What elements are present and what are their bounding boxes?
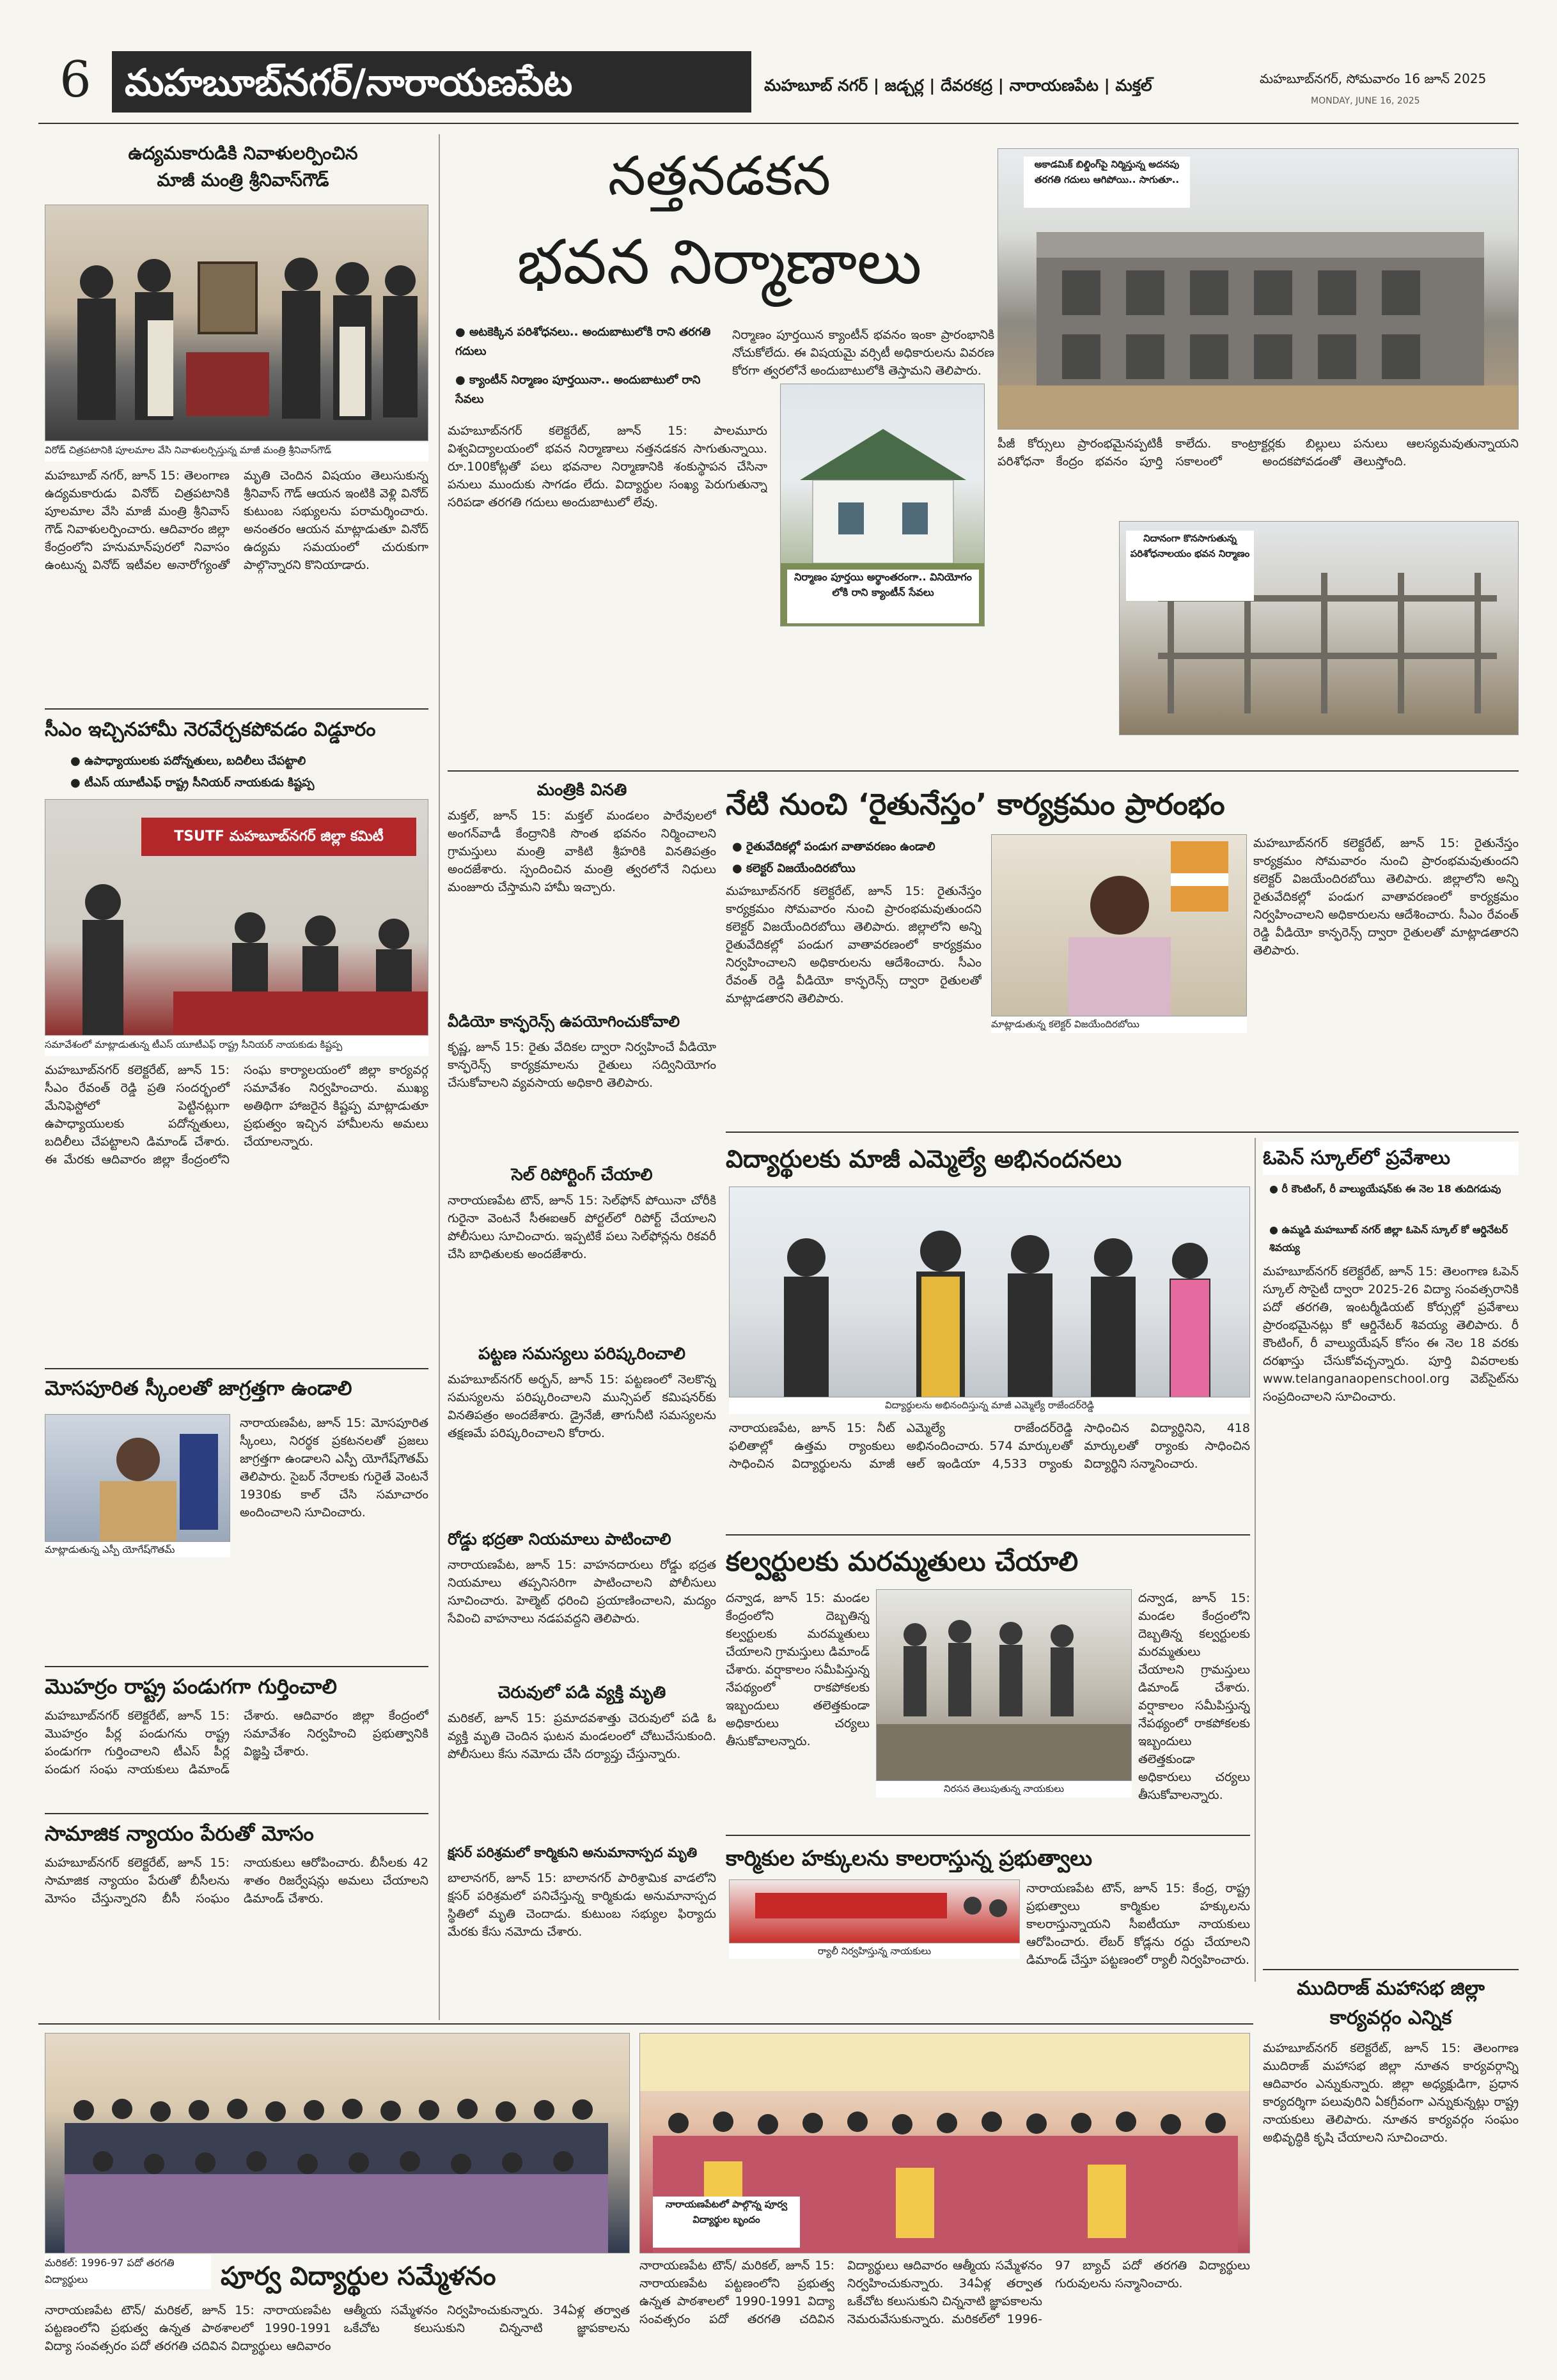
culverts-photo <box>876 1589 1132 1781</box>
students-body: నారాయణపేట, జూన్ 15: నీట్ ఫలితాల్లో ఉత్తమ ర్యాంకులు సాధించిన విద్యార్థులను మాజీ ఎమ్మెల్యే రాజేందర్‌రెడ్డి అభినందించారు. 574 మార్కులతో ఆల్ ఇండియా 4,533 ర్యాంకు సాధించిన విద్యార్థినిని, 418 మార్కులతో ర్యాంకు సాధించిన విద్యార్థిని సన్మానించారు. <box>729 1421 1250 1471</box>
buildings-body-2: నిర్మాణం పూర్తయిన క్యాంటీన్ భవనం ఇంకా ప్రారంభానికి నోచుకోలేదు. ఈ విషయమై వర్సిటీ అధికారులను వివరణ కోరగా త్వరలోనే అందుబాటులోకి తెస్తామని తెలిపారు. <box>732 328 994 378</box>
mudiraj-body: మహబూబ్‌నగర్ కలెక్టరేట్, జూన్ 15: తెలంగాణ ముదిరాజ్ మహాసభ జిల్లా నూతన కార్యవర్గాన్ని ఆదివారం ఎన్నుకున్నారు. జిల్లా అధ్యక్షుడిగా, ప్రధాన కార్యదర్శిగా పలువురిని ఏకగ్రీవంగా ఎన్నుకున్నట్లు రాష్ట్ర నాయకులు తెలిపారు. నూతన కార్యవర్గం సంఘం అభివృద్ధికి కృషి చేయాలని సూచించారు. <box>1263 2041 1519 2145</box>
canteen-caption: నిర్మాణం పూర్తయి అర్థాంతరంగా.. వినియోగం లోకి రాని క్యాంటీన్ సేవలు <box>787 570 979 623</box>
tribute-headline-2: మాజీ మంత్రి శ్రీనివాస్‌గౌడ్ <box>157 169 329 191</box>
open-school-headline: ఓపెన్ స్కూల్‌లో ప్రవేశాలు <box>1263 1142 1519 1175</box>
labour-body: నారాయణపేట టౌన్, జూన్ 15: కేంద్ర, రాష్ట్ర ప్రభుత్వాలు కార్మికుల హక్కులను కాలరాస్తున్నాయని సీఐటీయూ నాయకులు ఆరోపించారు. లేబర్ కోడ్లను రద్దు చేయాలని డిమాండ్ చేస్తూ పట్టణంలో ర్యాలీ నిర్వహించారు. <box>1026 1881 1250 1967</box>
collector-figure <box>992 835 1247 1016</box>
labour-photo <box>729 1879 1020 1943</box>
alumni-headline: పూర్వ విద్యార్థుల సమ్మేళనం <box>221 2262 496 2291</box>
alumni-body: నారాయణపేట టౌన్/ మరికల్, జూన్ 15: నారాయణపేట పట్టణంలోని ప్రభుత్వ ఉన్నత పాఠశాలలో 1990-1991 విద్యా సంవత్సరం పదో తరగతి చదివిన విద్యార్థులు ఆదివారం ఆత్మీయ సమ్మేళనం నిర్వహించుకున్నారు. 34ఏళ్ల తర్వాత ఒకేచోట కలుసుకుని చిన్ననాటి జ్ఞాపకాలను నెమరువేసుకున్నారు. మరికల్‌లో 1996-97 బ్యాచ్ పదో తరగతి విద్యార్థులు గురువులను సన్మానించారు. <box>639 2259 1250 2326</box>
date-english: MONDAY, JUNE 16, 2025 <box>1311 96 1420 106</box>
pond-headline: చెరువులో పడి వ్యక్తి మృతి <box>497 1683 666 1702</box>
pattana-body: మహబూబ్‌నగర్ అర్బన్, జూన్ 15: పట్టణంలో నెలకొన్న సమస్యలను పరిష్కరించాలని మున్సిపల్ కమిషనర్‌కు వినతిపత్రం అందజేశారు. డ్రైనేజీ, తాగునీటి సమస్యలను తక్షణమే పరిష్కరించాలని కోరారు. <box>448 1373 716 1440</box>
divider <box>726 1132 1519 1133</box>
kusar-headline: క్షసర్ పరిశ్రమలో కార్మికుని అనుమానాస్పద మృతి <box>448 1845 698 1860</box>
students-caption: విద్యార్థులను అభినందిస్తున్న మాజీ ఎమ్మెల్యే రాజేందర్‌రెడ్డి <box>729 1397 1250 1414</box>
culverts-caption: నిరసన తెలుపుతున్న నాయకులు <box>876 1781 1132 1798</box>
people-figures <box>45 205 428 441</box>
students-photo <box>729 1186 1250 1397</box>
academic-building-photo <box>998 148 1519 430</box>
culverts-body: దన్వాడ, జూన్ 15: మండల కేంద్రంలోని దెబ్బతిన్న కల్వర్టులకు మరమ్మతులు చేయాలని గ్రామస్తులు డిమాండ్ చేశారు. వర్షాకాలం సమీపిస్తున్న నేపథ్యంలో రాకపోకలకు ఇబ్బందులు తలెత్తకుండా అధికారులు చర్యలు తీసుకోవాలన్నారు. <box>726 1591 870 1748</box>
protest-figures <box>877 1590 1132 1781</box>
students-figures <box>730 1187 1250 1397</box>
alumni-photo-right <box>639 2033 1250 2253</box>
tsutf-banner: TSUTF మహబూబ్‌నగర్ జిల్లా కమిటీ <box>141 818 416 856</box>
collector-caption: మాట్లాడుతున్న కలెక్టర్ విజయేందిరబోయి <box>991 1016 1247 1033</box>
page-title: మహబూబ్‌నగర్/నారాయణపేట <box>125 61 573 104</box>
buildings-headline-2: భవన నిర్మాణాలు <box>517 226 922 298</box>
tsutf-headline: సీఎం ఇచ్చినహామీ నెరవేర్చకపోవడం విడ్డూరం <box>45 719 376 741</box>
divider <box>1263 1969 1519 1970</box>
rythu-body-cont: మహబూబ్‌నగర్ కలెక్టరేట్, జూన్ 15: రైతునేస్తం కార్యక్రమం సోమవారం నుంచి ప్రారంభమవుతుందని కలెక్టర్ విజయేందిరబోయి తెలిపారు. జిల్లాలోని అన్ని రైతువేదికల్లో పండుగ వాతావరణంలో కార్యక్రమం నిర్వహించాలని అధికారులను ఆదేశించారు. సీఎం రేవంత్ రెడ్డి వీడియో కాన్ఫరెన్స్ ద్వారా రైతులతో మాట్లాడతారని తెలిపారు. <box>1253 836 1519 958</box>
video-body: కృష్ణ, జూన్ 15: రైతు వేదికల ద్వారా నిర్వహించే వీడియో కాన్ఫరెన్స్ కార్యక్రమాలను రైతులు సద్వినియోగం చేసుకోవాలని వ్యవసాయ అధికారి తెలిపారు. <box>448 1040 716 1090</box>
open-school-body: మహబూబ్‌నగర్ కలెక్టరేట్, జూన్ 15: తెలంగాణ ఓపెన్ స్కూల్ సొసైటీ ద్వారా 2025-26 విద్యా సంవత్సరానికి పదో తరగతి, ఇంటర్మీడియట్ కోర్సుల్లో ప్రవేశాలు ప్రారంభమైనట్లు కో ఆర్డినేటర్ శివయ్య తెలిపారు. రీ కౌంటింగ్, రీ వాల్యుయేషన్ కోసం ఈ నెల 18 వరకు దరఖాస్తు చేసుకోవచ్చన్నారు. పూర్తి వివరాలకు www.telanganaopenschool.org వెబ్‌సైట్‌ను సంప్రదించాలని సూచించారు. <box>1263 1264 1519 1404</box>
culverts-headline: కల్వర్టులకు మరమ్మతులు చేయాలి <box>726 1546 1079 1577</box>
moharram-body: మహబూబ్‌నగర్ కలెక్టరేట్, జూన్ 15: మొహర్రం పీర్ల పండుగను రాష్ట్ర పండుగగా గుర్తించాలని టీఎస్ పీర్ల పండుగ సంఘ నాయకులు డిమాండ్ చేశారు. ఆదివారం జిల్లా కేంద్రంలో సమావేశం నిర్వహించి ప్రభుత్వానికి విజ్ఞప్తి చేశారు. <box>45 1709 428 1777</box>
officer-figure <box>45 1415 230 1542</box>
tsutf-caption: సమావేశంలో మాట్లాడుతున్న టీఎస్ యూటీఎఫ్ రాష్ట్ర సీనియర్ నాయకుడు కిష్టప్ప <box>45 1037 428 1056</box>
mantrika-body: మక్తల్, జూన్ 15: మక్తల్ మండలం పారేవులలో అంగన్‌వాడీ కేంద్రానికి సొంత భవనం నిర్మించాలని గ్రామస్తులు మంత్రి వాకిటి శ్రీహరికి వినతిపత్రం అందజేశారు. స్పందించిన మంత్రి త్వరలోనే నిధులు మంజూరు చేస్తామని హామీ ఇచ్చారు. <box>448 809 716 894</box>
kusar-body: బాలానగర్, జూన్ 15: బాలానగర్ పారిశ్రామిక వాడలోని క్షసర్ పరిశ్రమలో పనిచేస్తున్న కార్మికుడు అనుమానాస్పద స్థితిలో మృతి చెందాడు. కుటుంబ సభ్యుల ఫిర్యాదు మేరకు కేసు నమోదు చేశారు. <box>448 1871 716 1939</box>
rythu-body: మహబూబ్‌నగర్ కలెక్టరేట్, జూన్ 15: రైతునేస్తం కార్యక్రమం సోమవారం నుంచి ప్రారంభమవుతుందని కలెక్టర్ విజయేందిరబోయి తెలిపారు. జిల్లాలోని అన్ని రైతువేదికల్లో పండుగ వాతావరణంలో కార్యక్రమం నిర్వహించాలని అధికారులను ఆదేశించారు. సీఎం రేవంత్ రెడ్డి వీడియో కాన్ఫరెన్స్ ద్వారా రైతులతో మాట్లాడతారని తెలిపారు. <box>726 884 982 1006</box>
mantrika-headline: మంత్రికి వినతి <box>536 781 627 800</box>
divider <box>45 1813 428 1814</box>
divider <box>45 1666 428 1667</box>
page-number: 6 <box>59 51 91 109</box>
divider <box>45 708 428 710</box>
tsutf-bullet-1: ● ఉపాధ్యాయులకు పదోన్నతులు, బదిలీలు చేపట్టాలి <box>70 752 428 771</box>
moharram-headline: మొహర్రం రాష్ట్ర పండుగగా గుర్తించాలి <box>45 1674 337 1699</box>
canteen-photo <box>780 384 985 626</box>
social-justice-body: మహబూబ్‌నగర్ కలెక్టరేట్, జూన్ 15: సామాజిక న్యాయం పేరుతో బీసీలను మోసం చేస్తున్నారని బీసీ సంఘం నాయకులు ఆరోపించారు. బీసీలకు 42 శాతం రిజర్వేషన్లు అమలు చేయాలని డిమాండ్ చేశారు. <box>45 1856 428 1906</box>
road-body: నారాయణపేట, జూన్ 15: వాహనదారులు రోడ్డు భద్రత నియమాలు తప్పనిసరిగా పాటించాలని పోలీసులు సూచించారు. హెల్మెట్ ధరించి ప్రయాణించాలని, మద్యం సేవించి వాహనాలు నడపవద్దని తెలిపారు. <box>448 1558 716 1626</box>
alumni-photo-left-caption: మరికల్: 1996-97 పదో తరగతి విద్యార్థులు <box>45 2255 211 2289</box>
rythu-bullet-2: ● కలెక్టర్ విజయేందిరబోయి <box>732 859 988 878</box>
divider <box>448 770 1519 772</box>
divider <box>726 1534 1250 1536</box>
cell-body: నారాయణపేట టౌన్, జూన్ 15: సెల్‌ఫోన్ పోయినా చోరీకి గురైనా వెంటనే సీఈఐఆర్ పోర్టల్‌లో రిపోర్ట్ చేయాలని పోలీసులు సూచించారు. ఇప్పటికే పలు సెల్‌ఫోన్లను రికవరీ చేసి బాధితులకు అందజేశారు. <box>448 1194 716 1261</box>
culverts-body-cont: దన్వాడ, జూన్ 15: మండల కేంద్రంలోని దెబ్బతిన్న కల్వర్టులకు మరమ్మతులు చేయాలని గ్రామస్తులు డిమాండ్ చేశారు. వర్షాకాలం సమీపిస్తున్న నేపథ్యంలో రాకపోకలకు ఇబ్బందులు తలెత్తకుండా అధికారులు చర్యలు తీసుకోవాలన్నారు. <box>1138 1591 1250 1802</box>
divider <box>38 2023 1253 2025</box>
tribute-headline-1: ఉద్యమకారుడికి నివాళులర్పించిన <box>128 143 358 164</box>
tribute-caption: విరోడ్ చిత్రపటానికి పూలమాల వేసి నివాళులర్పిస్తున్న మాజీ మంత్రి శ్రీనివాస్‌గౌడ్ <box>45 442 428 462</box>
road-headline: రోడ్డు భద్రతా నియమాలు పాటించాలి <box>448 1530 671 1548</box>
pond-body: మరికల్, జూన్ 15: ప్రమాదవశాత్తు చెరువులో పడి ఓ వ్యక్తి మృతి చెందిన ఘటన మండలంలో చోటుచేసుకుంది. పోలీసులు కేసు నమోదు చేసి దర్యాప్తు చేస్తున్నారు. <box>448 1711 716 1761</box>
rally-banner <box>730 1880 1020 1943</box>
alumni-photo-right-caption: నారాయణపేటలో పాల్గొన్న పూర్వ విద్యార్థుల బృందం <box>653 2197 800 2248</box>
tsutf-photo <box>45 799 428 1036</box>
academic-caption: అకాడమిక్ బిల్డింగ్‌పై నిర్మిస్తున్న అదనపు తరగతి గదులు ఆగిపోయి.. సాగుతూ.. <box>1024 157 1190 208</box>
research-caption: నిదానంగా కొనసాగుతున్న పరిశోధనాలయం భవన నిర్మాణం <box>1126 531 1254 601</box>
divider <box>45 1368 428 1369</box>
sp-caption: మాట్లాడుతున్న ఎస్పీ యోగేష్‌గౌతమ్ <box>45 1542 230 1557</box>
date-telugu: మహబూబ్‌నగర్, సోమవారం 16 జూన్ 2025 <box>1260 71 1487 86</box>
masthead <box>38 40 1519 116</box>
buildings-body-1: మహబూబ్‌నగర్ కలెక్టరేట్, జూన్ 15: పాలమూరు విశ్వవిద్యాలయంలో భవన నిర్మాణాలు నత్తనడకన సాగుతున్నాయి. రూ.100కోట్లతో పలు భవనాల నిర్మాణానికి శంకుస్థాపన చేసినా పనులు ముందుకు సాగడం లేదు. విద్యార్థుల సంఖ్య పెరుగుతున్నా సరిపడా తరగతి గదులు అందుబాటులో లేవు. <box>448 424 767 509</box>
cell-headline: సెల్ రిపోర్టింగ్ చేయాలి <box>511 1165 653 1185</box>
tsutf-body: మహబూబ్‌నగర్ కలెక్టరేట్, జూన్ 15: సీఎం రేవంత్ రెడ్డి ప్రతి సందర్భంలో మేనిఫెస్టోలో పెట్టినట్లుగా ఉపాధ్యాయులకు పదోన్నతులు, బదిలీలు చేపట్టాలని డిమాండ్ చేశారు. ఈ మేరకు ఆదివారం జిల్లా కేంద్రంలోని సంఘ కార్యాలయంలో జిల్లా కార్యవర్గ సమావేశం నిర్వహించారు. ముఖ్య అతిథిగా హాజరైన కిష్టప్ప మాట్లాడుతూ ప్రభుత్వం ఇచ్చిన హామీలను అమలు చేయాలన్నారు. <box>45 1063 428 1167</box>
open-school-bullet-2: ● ఉమ్మడి మహబూబ్ నగర్ జిల్లా ఓపెన్ స్కూల్ కో ఆర్డినేటర్ శివయ్య <box>1269 1221 1519 1259</box>
tribute-photo <box>45 205 428 441</box>
buildings-body-3: పీజీ కోర్సులు ప్రారంభమైనప్పటికీ పరిశోధనా కేంద్రం భవనం పూర్తి కాలేదు. కాంట్రాక్టర్లకు బిల్లులు సకాలంలో అందకపోవడంతో పనులు ఆలస్యమవుతున్నాయని తెలుస్తోంది. <box>998 437 1519 469</box>
video-headline: వీడియో కాన్ఫరెన్స్ ఉపయోగించుకోవాలి <box>448 1013 680 1031</box>
labour-caption: ర్యాలీ నిర్వహిస్తున్న నాయకులు <box>729 1943 1020 1959</box>
column-divider <box>1255 1138 1256 1982</box>
sp-photo <box>45 1414 230 1542</box>
alumni-body-left: నారాయణపేట టౌన్/ మరికల్, జూన్ 15: నారాయణపేట పట్టణంలోని ప్రభుత్వ ఉన్నత పాఠశాలలో 1990-1991 విద్యా సంవత్సరం పదో తరగతి చదివిన విద్యార్థులు ఆదివారం ఆత్మీయ సమ్మేళనం నిర్వహించుకున్నారు. 34ఏళ్ల తర్వాత ఒకేచోట కలుసుకుని చిన్ననాటి జ్ఞాపకాలను <box>45 2303 630 2353</box>
fraud-headline: మోసపూరిత స్కీంలతో జాగ్రత్తగా ఉండాలి <box>45 1377 352 1400</box>
collector-photo <box>991 834 1247 1016</box>
pattana-headline: పట్టణ సమస్యలు పరిష్కరించాలి <box>478 1344 685 1364</box>
mudiraj-headline: ముదిరాజ్ మహాసభ జిల్లా కార్యవర్గం ఎన్నిక <box>1297 1977 1485 2029</box>
buildings-bullet-2: ● క్యాంటీన్ నిర్మాణం పూర్తయినా.. అందుబాటులో రాని సేవలు <box>455 371 724 410</box>
district-strip: మహబూబ్ నగర్ | జడ్చర్ల | దేవరకద్ర | నారాయణపేట | మక్తల్ <box>764 76 1152 95</box>
social-justice-headline: సామాజిక న్యాయం పేరుతో మోసం <box>45 1821 314 1846</box>
rythu-bullet-1: ● రైతువేదికల్లో పండుగ వాతావరణం ఉండాలి <box>732 837 988 857</box>
buildings-bullet-1: ● అటకెక్కిన పరిశోధనలు.. అందుబాటులోకి రాని తరగతి గదులు <box>455 323 724 362</box>
divider <box>726 1835 1250 1836</box>
rythu-headline: నేటి నుంచి ‘రైతునేస్తం’ కార్యక్రమం ప్రారంభం <box>726 787 1225 821</box>
students-headline: విద్యార్థులకు మాజీ ఎమ్మెల్యే అభినందనలు <box>726 1145 1122 1173</box>
tsutf-bullet-2: ● టీఎస్ యూటీఎఫ్ రాష్ట్ర సీనియర్ నాయకుడు కిష్టప్ప <box>70 774 428 793</box>
open-school-bullet-1: ● రీ కౌంటింగ్, రీ వాల్యుయేషన్‌కు ఈ నెల 18 తుదిగడువు <box>1269 1180 1519 1218</box>
column-divider <box>439 134 440 2020</box>
alumni-group-left <box>45 2034 630 2253</box>
labour-headline: కార్మికుల హక్కులను కాలరాస్తున్న ప్రభుత్వాలు <box>726 1846 1092 1871</box>
tribute-body: మహబూబ్ నగర్, జూన్ 15: తెలంగాణ ఉద్యమకారుడు వినోద్ చిత్రపటానికి పూలమాల వేసి మాజీ మంత్రి శ్రీనివాస్ గౌడ్ నివాళులర్పించారు. ఆదివారం జిల్లా కేంద్రంలోని హనుమాన్‌పురలో నివాసం ఉంటున్న వినోద్ ఇటీవల అనారోగ్యంతో మృతి చెందిన విషయం తెలుసుకున్న శ్రీనివాస్ గౌడ్ ఆయన ఇంటికి వెళ్లి వినోద్ కుటుంబ సభ్యులను పరామర్శించారు. అనంతరం ఆయన మాట్లాడుతూ వినోద్ ఉద్యమ సమయంలో చురుకుగా పాల్గొన్నారని కొనియాడారు. <box>45 469 428 572</box>
fraud-body: నారాయణపేట, జూన్ 15: మోసపూరిత స్కీంలు, నిరర్థక ప్రకటనలతో ప్రజలు జాగ్రత్తగా ఉండాలని ఎస్పీ యోగేష్‌గౌతమ్ తెలిపారు. సైబర్ నేరాలకు గురైతే వెంటనే 1930కు కాల్ చేసి సమాచారం అందించాలని సూచించారు. <box>240 1416 428 1520</box>
research-building-photo <box>1119 521 1519 735</box>
buildings-headline-1: నత్తనడకన <box>607 144 831 207</box>
alumni-photo-left <box>45 2033 630 2253</box>
masthead-rule <box>38 123 1519 124</box>
